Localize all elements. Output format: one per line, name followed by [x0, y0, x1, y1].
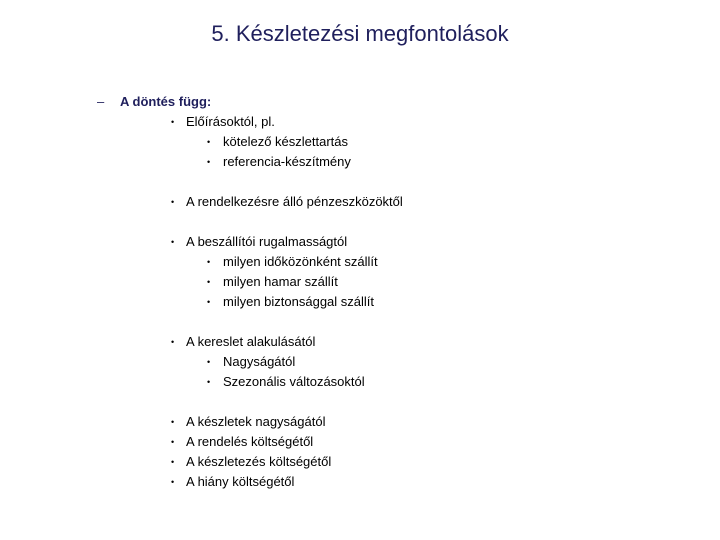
level1-heading: A döntés függ:	[120, 94, 212, 109]
list-item: A hiány költségétől	[186, 474, 295, 489]
list-item: milyen hamar szállít	[223, 274, 338, 289]
bullet-icon: •	[171, 437, 175, 447]
bullet-icon: •	[171, 477, 175, 487]
bullet-icon: •	[207, 257, 211, 267]
list-item: kötelező készlettartás	[223, 134, 349, 149]
list-item: Nagyságától	[223, 354, 296, 369]
list-item: Szezonális változásoktól	[223, 374, 365, 389]
bullet-icon: •	[207, 137, 211, 147]
bullet-icon: •	[207, 357, 211, 367]
bullet-icon: •	[171, 337, 175, 347]
list-item: Előírásoktól, pl.	[186, 114, 275, 129]
bullet-icon: •	[171, 197, 175, 207]
slide-title: 5. Készletezési megfontolások	[211, 21, 509, 46]
bullet-icon: •	[207, 377, 211, 387]
bullet-icon: •	[171, 237, 175, 247]
list-item: A készletek nagyságától	[186, 414, 326, 429]
list-item: A rendelkezésre álló pénzeszközöktől	[186, 194, 403, 209]
list-item: A készletezés költségétől	[186, 454, 332, 469]
bullet-icon: •	[171, 117, 175, 127]
list-item: A kereslet alakulásától	[186, 334, 316, 349]
bullet-icon: •	[207, 297, 211, 307]
bullet-icon: •	[171, 457, 175, 467]
list-item: A beszállítói rugalmasságtól	[186, 234, 348, 249]
list-item: A rendelés költségétől	[186, 434, 314, 449]
list-item: milyen biztonsággal szállít	[223, 294, 375, 309]
list-item: milyen időközönként szállít	[223, 254, 378, 269]
level1-dash: –	[97, 94, 105, 109]
bullet-icon: •	[207, 157, 211, 167]
bullet-icon: •	[207, 277, 211, 287]
bullet-icon: •	[171, 417, 175, 427]
list-item: referencia-készítmény	[223, 154, 351, 169]
